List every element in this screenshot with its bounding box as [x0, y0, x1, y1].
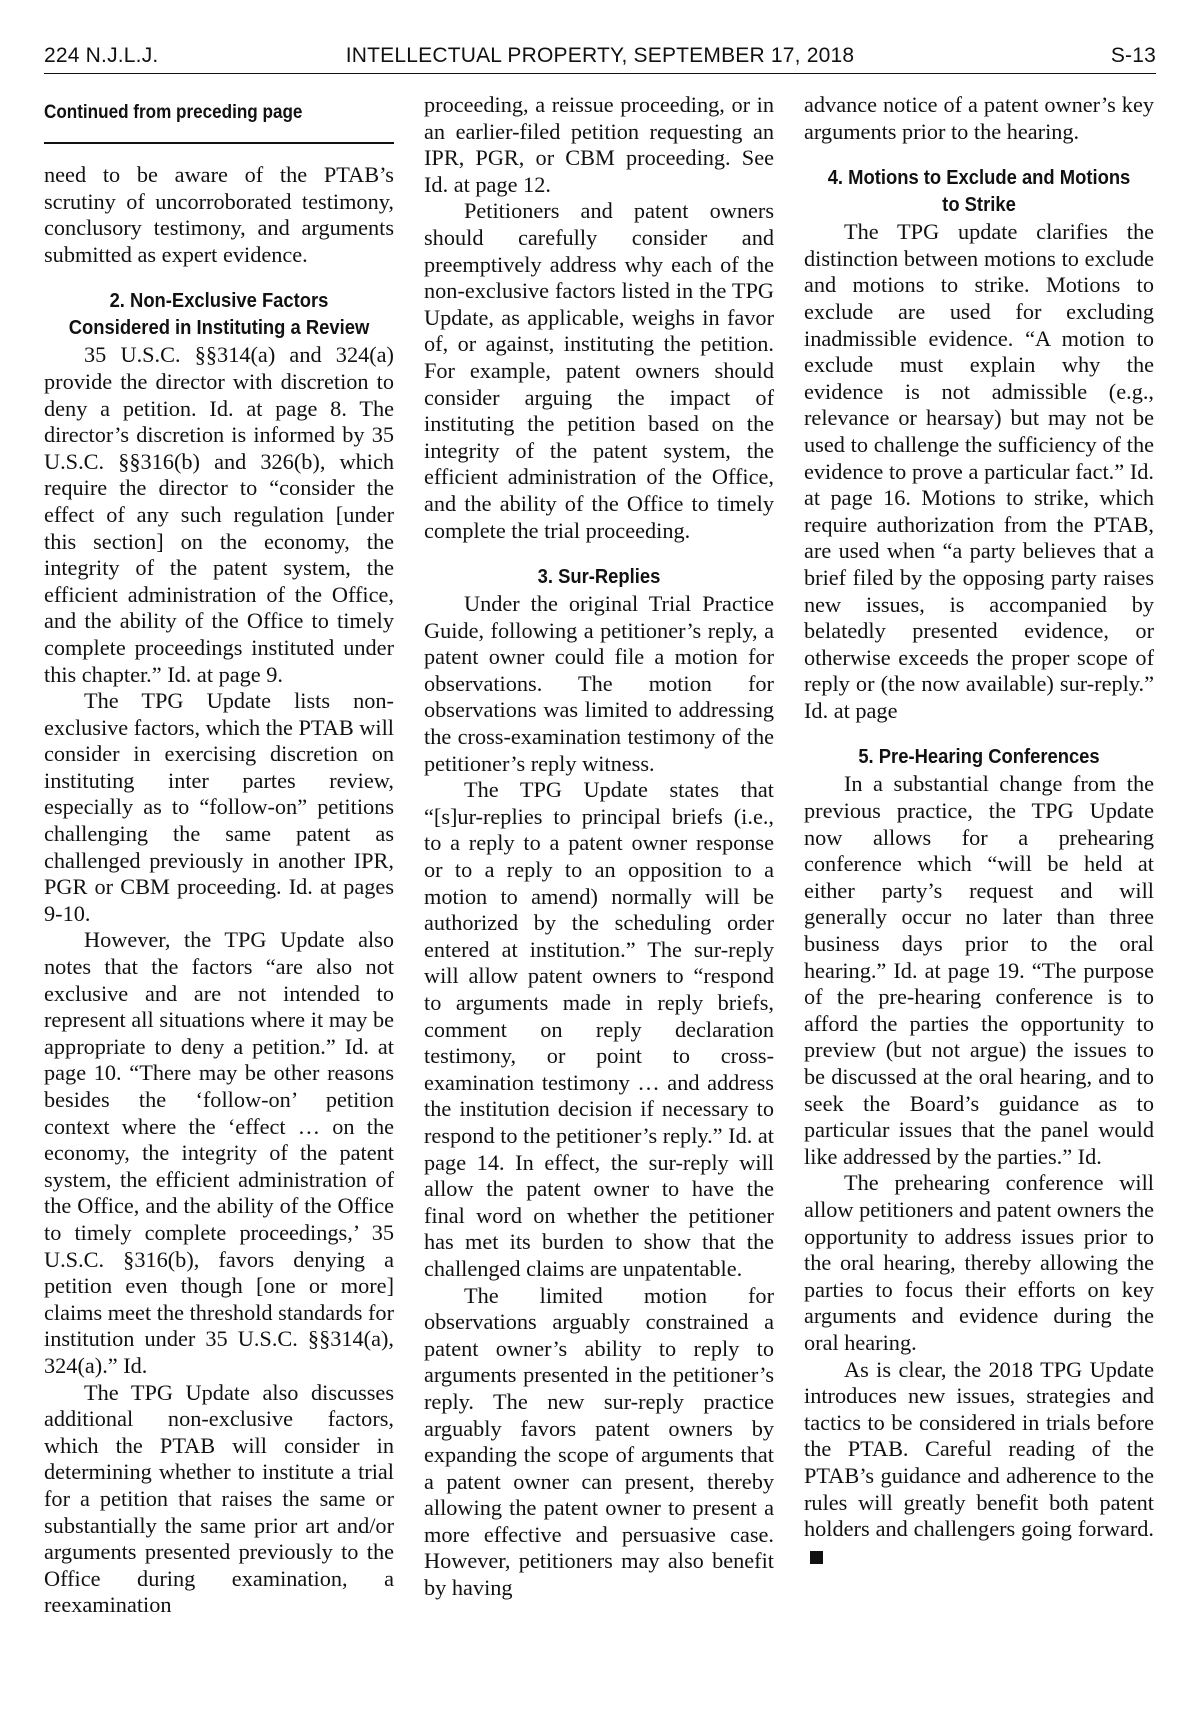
section-heading: 3. Sur-Replies	[537, 566, 661, 589]
paragraph: In a substantial change from the previous practice, the TPG Update now allows for a prehearing conference which “will be held at either party’s request and will generally occur no later than three business days prior to the oral hearing.” Id. at page 19. “The purpose of the pre-hearing conference is to afford the parties the opportunity to preview (but not argue) the issues to be discussed at the oral hearing, and to seek the Board’s guidance as to particular issues that the panel would like addressed by the parties.” Id.	[804, 771, 1154, 1169]
final-paragraph	[804, 1357, 1154, 1570]
section-heading: 2. Non-Exclusive Factors Considered in Instituting a Review	[68, 290, 370, 340]
paragraph: proceeding, a reissue proceeding, or in an earlier-filed petition requesting an IPR, PGR, or CBM proceeding. See Id. at page 12.	[424, 92, 774, 197]
paragraph: Under the original Trial Practice Guide, following a petitioner’s reply, a patent owner could file a motion for observations. The motion for observations was limited to addressing the cross-examination testimony of the petitioner’s reply witness.	[424, 591, 774, 776]
paragraph: The TPG Update states that “[s]ur-replies to principal briefs (i.e., to a reply to a patent owner response or to a reply to an opposition to a motion to amend) normally will be authorized by the scheduling order entered at institution.” The sur-reply will allow patent owners to “respond to arguments made in reply briefs, comment on reply declaration testimony, or point to cross-examination testimony … and address the institution decision if necessary to respond to the petitioner’s reply.” Id. at page 14. In effect, the sur-reply will allow the patent owner to have the final word on whether the petitioner has met its burden to show that the challenged claims are unpatentable.	[424, 777, 774, 1281]
header-divider	[44, 73, 1156, 74]
paragraph-text: As is clear, the 2018 TPG Update introduces new issues, strategies and tactics to be considered in trials before the PTAB. Careful reading of the PTAB’s guidance and adherence to the rules will greatly benefit both patent holders and challengers going forward.	[804, 1356, 1154, 1542]
section-heading: 5. Pre-Hearing Conferences	[858, 746, 1100, 769]
paragraph: The TPG update clarifies the distinction between motions to exclude and motions to strike. Motions to exclude are used for excluding inadmissible evidence. “A motion to exclude must explain why the evidence is not admissible (e.g., relevance or hearsay) but may not be used to challenge the sufficiency of the evidence to prove a particular fact.” Id. at page 16. Motions to strike, which require authorization from the PTAB, are used when “a party believes that a brief filed by the opposing party raises new issues, is accompanied by belatedly presented evidence, or otherwise exceeds the proper scope of reply or (the now available) sur-reply.” Id. at page	[804, 219, 1154, 723]
paragraph: The TPG Update lists non-exclusive factors, which the PTAB will consider in exercising discretion on instituting inter partes review, especially as to “follow-on” petitions challenging the same patent as challenged previously in another IPR, PGR or CBM proceeding. Id. at pages 9-10.	[44, 688, 394, 926]
paragraph: The TPG Update also discusses additional non-exclusive factors, which the PTAB will consider in determining whether to institute a trial for a petition that raises the same or substantially the same prior art and/or arguments presented previously to the Office during examination, a reexamination	[44, 1379, 394, 1618]
end-mark-icon	[810, 1551, 823, 1564]
paragraph: Petitioners and patent owners should carefully consider and preemptively address why each of the non-exclusive factors listed in the TPG Update, as applicable, weighs in favor of, or against, instituting the petition. For example, patent owners should consider arguing the impact of instituting the petition based on the integrity of the patent system, the efficient administration of the Office, and the ability of the Office to timely complete the trial proceeding.	[424, 198, 774, 543]
paragraph: advance notice of a patent owner’s key arguments prior to the hearing.	[804, 92, 1154, 144]
column-3	[804, 92, 1154, 1569]
paragraph: However, the TPG Update also notes that the factors “are also not exclusive and are not intended to represent all situations where it may be appropriate to deny a petition.” Id. at page 10. “There may be other reasons besides the ‘follow-on’ petition context where the ‘effect … on the economy, the integrity of the patent system, the efficient administration of the Office, and the ability of the Office to timely complete proceedings,’ 35 U.S.C. §316(b), favors denying a petition even though [one or more] claims meet the threshold standards for institution under 35 U.S.C. §§314(a), 324(a).” Id.	[44, 927, 394, 1378]
continued-divider	[44, 142, 394, 144]
section-title: INTELLECTUAL PROPERTY, SEPTEMBER 17, 2018	[345, 44, 855, 67]
paragraph: The limited motion for observations arguably constrained a patent owner’s ability to reply to arguments presented in the petitioner’s reply. The new sur-reply practice arguably favors patent owners by expanding the scope of arguments that a patent owner can present, thereby allowing the patent owner to present a more effective and persuasive case. However, petitioners may also benefit by having	[424, 1282, 774, 1601]
paragraph: The prehearing conference will allow petitioners and patent owners the opportunity to address issues prior to the oral hearing, thereby allowing the parties to focus their efforts on key arguments and evidence during the oral hearing.	[804, 1170, 1154, 1355]
journal-volume: 224 N.J.L.J.	[44, 44, 159, 67]
paragraph: 35 U.S.C. §§314(a) and 324(a) provide the director with discretion to deny a petition. Id. at page 8. The director’s discretion is informed by 35 U.S.C. §§316(b) and 326(b), which require the director to “consider the effect of any such regulation [under this section] on the economy, the integrity of the patent system, the efficient administration of the Office, and the ability of the Office to timely complete proceedings instituted under this chapter.” Id. at page 9.	[44, 342, 394, 687]
page-header	[44, 44, 1156, 74]
column-1	[44, 92, 394, 1619]
section-heading: 4. Motions to Exclude and Motions to Strike	[827, 167, 1131, 217]
paragraph: need to be aware of the PTAB’s scrutiny of uncorroborated testimony, conclusory testimony, and arguments submitted as expert evidence.	[44, 162, 394, 267]
page-number: S-13	[1110, 44, 1156, 67]
column-2	[424, 92, 774, 1602]
continued-label: Continued from preceding page	[44, 102, 303, 123]
